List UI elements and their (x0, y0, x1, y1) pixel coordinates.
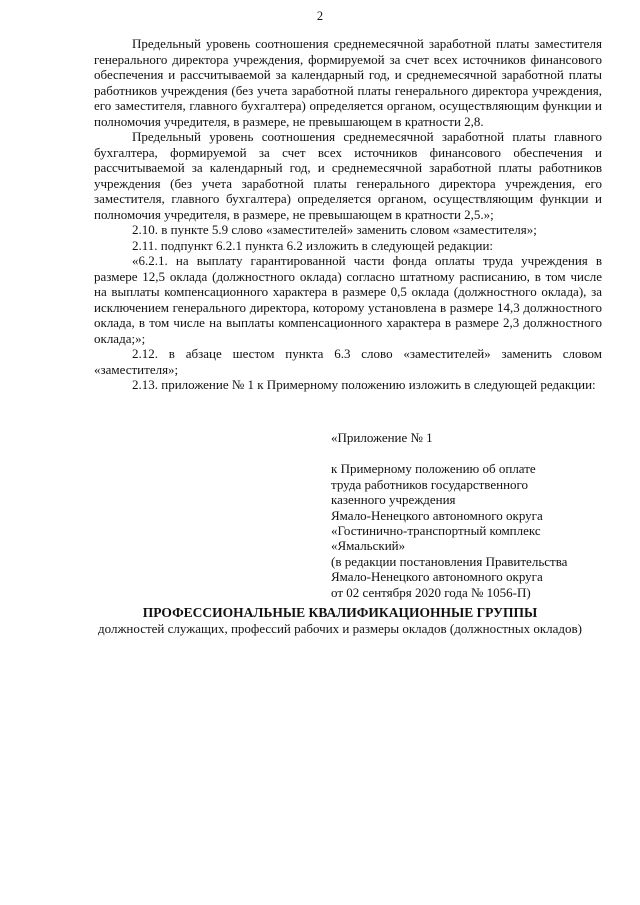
appendix-block (331, 430, 631, 600)
appendix-line: Ямало-Ненецкого автономного округа (331, 569, 543, 585)
section-heading: ПРОФЕССИОНАЛЬНЫЕ КВАЛИФИКАЦИОННЫЕ ГРУППЫ (142, 605, 538, 620)
appendix-line: (в редакции постановления Правительства (331, 553, 568, 569)
appendix-title: «Приложение № 1 (331, 430, 433, 445)
appendix-line: от 02 сентября 2020 года № 1056-П) (331, 584, 531, 600)
appendix-line: казенного учреждения (331, 492, 456, 508)
appendix-line: Ямало-Ненецкого автономного округа (331, 507, 543, 523)
appendix-line: труда работников государственного (331, 476, 529, 492)
paragraph-item-2-13: 2.13. приложение № 1 к Примерному положению изложить в следующей редакции: (132, 377, 596, 392)
paragraph-item-2-12: 2.12. в абзаце шестом пункта 6.3 слово «заместителей» заменить словом «заместителя»; (94, 346, 602, 377)
section-subheading: должностей служащих, профессий рабочих и размеры окладов (должностных окладов) (98, 621, 582, 636)
appendix-line: «Ямальский» (331, 538, 406, 554)
paragraph-subitem-6-2-1: «6.2.1. на выплату гарантированной части фонда оплаты труда учреждения в размере 12,5 оклада (должностного оклада) согласно штатному расписанию, в том числе на выплаты компенсационного характера в размере 0,5 оклада (должностного оклада), за исключением генерального директора, которому установлена в размере 14,3 должностного оклада, в том числе на выплаты компенсационного характера в размере 2,3 должностного оклада;»; (94, 253, 602, 346)
appendix-spacer (331, 445, 631, 461)
page-number: 2 (316, 9, 324, 23)
appendix-line: «Гостинично-транспортный комплекс (331, 523, 541, 539)
paragraph-item-2-11: 2.11. подпункт 6.2.1 пункта 6.2 изложить в следующей редакции: (132, 237, 494, 253)
paragraph-deputy-ratio: Предельный уровень соотношения среднемесячной заработной платы заместителя генерального директора учреждения, формируемой за счет всех источников финансового обеспечения и рассчитываемой за календарный год, и среднемесячной заработной платы работников учреждения (без учета заработной платы генерального директора учреждения, его заместителя, главного бухгалтера) определяется органом, осуществляющим функции и полномочия учредителя, в размере, не превышающем в кратности 2,8. (94, 36, 602, 129)
body-text (94, 36, 602, 393)
paragraph-item-2-10: 2.10. в пункте 5.9 слово «заместителей» заменить словом «заместителя»; (132, 222, 537, 237)
appendix-line: к Примерному положению об оплате (331, 461, 536, 477)
paragraph-accountant-ratio: Предельный уровень соотношения среднемесячной заработной платы главного бухгалтера, формируемой за счет всех источников финансового обеспечения и рассчитываемой за календарный год, и среднемесячной заработной платы работников учреждения (без учета заработной платы генерального директора учреждения, его заместителя, главного бухгалтера) определяется органом, осуществляющим функции и полномочия учредителя, в размере, не превышающем в кратности 2,5.»; (94, 129, 602, 222)
